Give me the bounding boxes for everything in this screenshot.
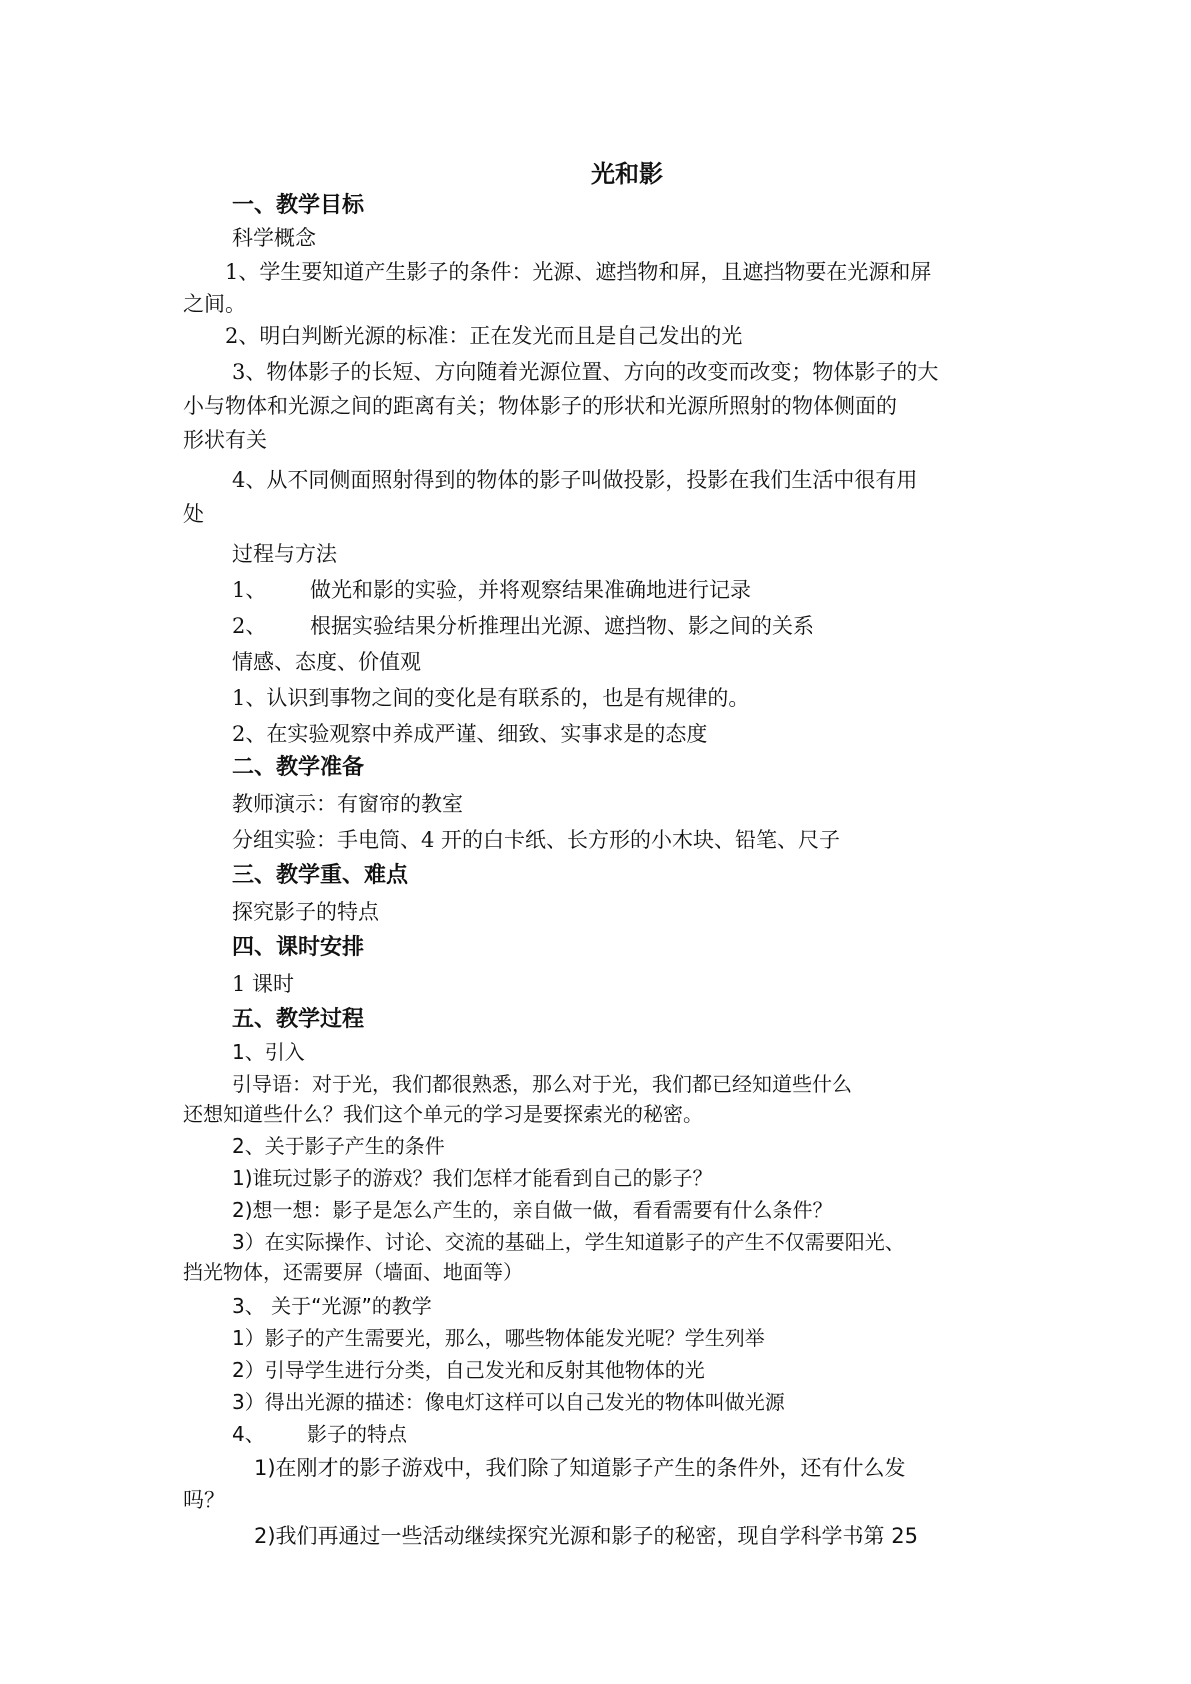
list-text: 根据实验结果分析推理出光源、遮挡物、影之间的关系 xyxy=(310,614,814,638)
section-heading-objectives: 一、教学目标 xyxy=(232,193,365,218)
list-number: 4、 xyxy=(232,1422,265,1446)
list-number: 2、 xyxy=(232,614,267,638)
step-heading xyxy=(232,1418,407,1450)
list-text: 做光和影的实验，并将观察结果准确地进行记录 xyxy=(310,578,751,602)
list-item xyxy=(232,610,814,642)
step-heading: 1、引入 xyxy=(232,1040,305,1064)
paragraph-line: 吗？ xyxy=(183,1488,225,1512)
paragraph-line: 还想知道些什么？我们这个单元的学习是要探索光的秘密。 xyxy=(183,1102,703,1126)
step-heading: 3、 关于“光源”的教学 xyxy=(232,1294,432,1318)
step-heading: 2、关于影子产生的条件 xyxy=(232,1134,445,1158)
section-heading-preparation: 二、教学准备 xyxy=(232,755,365,780)
subheading-science-concepts: 科学概念 xyxy=(232,226,316,250)
document-title: 光和影 xyxy=(591,160,663,188)
list-item: 3）在实际操作、讨论、交流的基础上，学生知道影子的产生不仅需要阳光、 xyxy=(232,1230,905,1254)
paragraph-line: 1 课时 xyxy=(232,972,295,996)
paragraph-line: 教师演示：有窗帘的教室 xyxy=(232,792,463,816)
section-heading-schedule: 四、课时安排 xyxy=(232,935,365,960)
list-item: 2）引导学生进行分类，自己发光和反射其他物体的光 xyxy=(232,1358,705,1382)
list-item: 1)谁玩过影子的游戏？我们怎样才能看到自己的影子？ xyxy=(232,1166,713,1190)
paragraph-line: 3、物体影子的长短、方向随着光源位置、方向的改变而改变；物体影子的大 xyxy=(232,360,939,384)
list-text: 影子的特点 xyxy=(307,1422,407,1446)
list-item: 2)想一想：影子是怎么产生的，亲自做一做，看看需要有什么条件？ xyxy=(232,1198,833,1222)
list-item: 3）得出光源的描述：像电灯这样可以自己发光的物体叫做光源 xyxy=(232,1390,785,1414)
subheading-process-methods: 过程与方法 xyxy=(232,542,337,566)
list-item: 1）影子的产生需要光，那么，哪些物体能发光呢？学生列举 xyxy=(232,1326,765,1350)
paragraph-line: 1、学生要知道产生影子的条件：光源、遮挡物和屏，且遮挡物要在光源和屏 xyxy=(225,260,932,284)
paragraph-line: 4、从不同侧面照射得到的物体的影子叫做投影，投影在我们生活中很有用 xyxy=(232,468,918,492)
paragraph-line: 探究影子的特点 xyxy=(232,900,379,924)
paragraph-line: 之间。 xyxy=(183,292,246,316)
paragraph-line: 2、明白判断光源的标准：正在发光而且是自己发出的光 xyxy=(225,324,743,348)
section-heading-process: 五、教学过程 xyxy=(232,1007,365,1032)
list-item xyxy=(232,574,751,606)
paragraph-line: 挡光物体，还需要屏（墙面、地面等） xyxy=(183,1260,523,1284)
paragraph-line: 2、在实验观察中养成严谨、细致、实事求是的态度 xyxy=(232,722,708,746)
list-item: 2)我们再通过一些活动继续探究光源和影子的秘密，现自学科学书第 25 xyxy=(254,1524,918,1548)
section-heading-key-points: 三、教学重、难点 xyxy=(232,863,409,888)
paragraph-line: 形状有关 xyxy=(183,428,267,452)
paragraph-line: 分组实验：手电筒、4 开的白卡纸、长方形的小木块、铅笔、尺子 xyxy=(232,828,841,852)
paragraph-line: 处 xyxy=(183,502,204,526)
paragraph-line: 引导语：对于光，我们都很熟悉，那么对于光，我们都已经知道些什么 xyxy=(232,1072,852,1096)
subheading-attitudes-values: 情感、态度、价值观 xyxy=(232,650,421,674)
paragraph-line: 小与物体和光源之间的距离有关；物体影子的形状和光源所照射的物体侧面的 xyxy=(183,394,897,418)
paragraph-line: 1、认识到事物之间的变化是有联系的，也是有规律的。 xyxy=(232,686,750,710)
list-item: 1)在刚才的影子游戏中，我们除了知道影子产生的条件外，还有什么发 xyxy=(254,1456,906,1480)
list-number: 1、 xyxy=(232,578,267,602)
